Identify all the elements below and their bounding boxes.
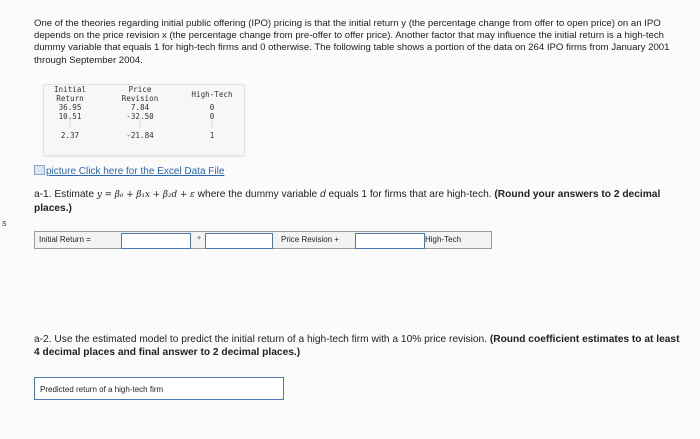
excel-link-label: picture Click here for the Excel Data File	[46, 166, 225, 177]
table-col-initial-return	[46, 85, 94, 140]
regression-formula: y = β₀ + β₁x + β₂d + ε	[96, 190, 195, 200]
predicted-return-field[interactable]	[34, 377, 284, 400]
table-header: Price Revision	[121, 85, 159, 103]
table-ellipsis: ⋮	[208, 120, 216, 128]
q2-rounding-note: (Round coefficient estimates to at least 4 decimal places and final answer to 2 decimal places.)	[34, 334, 680, 358]
intercept-input[interactable]	[121, 233, 191, 249]
q1-prefix: a-1. Estimate	[34, 189, 97, 200]
price-revision-coef-input[interactable]	[205, 233, 273, 249]
table-cell: 1	[209, 131, 215, 140]
picture-icon	[34, 165, 45, 175]
q2-text: a-2. Use the estimated model to predict the initial return of a high-tech firm with a 10% price revision.	[34, 334, 490, 345]
excel-data-file-link[interactable]	[34, 165, 224, 177]
q1-middle: where the dummy variable	[194, 189, 320, 200]
initial-return-label: Initial Return =	[39, 235, 91, 244]
regression-answer-row	[34, 231, 492, 249]
table-col-price-revision	[110, 85, 170, 140]
table-cell: 7.84	[130, 103, 150, 112]
table-cell: 10.51	[58, 112, 82, 121]
plus-sign: +	[197, 235, 202, 242]
dummy-variable: d	[319, 189, 326, 200]
predicted-return-label: Predicted return of a high-tech firm	[40, 385, 164, 394]
table-header: High-Tech	[191, 90, 233, 99]
high-tech-coef-input[interactable]	[355, 233, 425, 249]
table-cell: -32.50	[126, 112, 154, 121]
table-ellipsis: ⋮	[66, 120, 74, 128]
table-cell: -21.84	[126, 131, 154, 140]
q1-suffix: equals 1 for firms that are high-tech.	[325, 189, 495, 200]
question-a1	[34, 188, 684, 215]
table-ellipsis: ⋮	[136, 120, 144, 128]
price-revision-label: Price Revision +	[281, 235, 340, 244]
question-a2	[34, 333, 684, 359]
data-table	[44, 85, 244, 153]
table-cell: 2.37	[60, 131, 80, 140]
edge-marker-text: s	[2, 218, 7, 228]
table-cell: 0	[209, 103, 215, 112]
table-cell: 36.95	[58, 103, 82, 112]
table-header: Initial Return	[53, 85, 86, 103]
table-col-high-tech	[182, 85, 242, 140]
problem-intro: One of the theories regarding initial public offering (IPO) pricing is that the initial return y (the percentage change from offer to open price) on an IPO depends on the price revision x (the percentage change from pre-offer to offer price). Another factor that may influence the initial return is a high-tech dummy variable that equals 1 for high-tech firms and 0 otherwise. The following table shows a portion of the data on 264 IPO firms from January 2001 through September 2004.	[34, 18, 670, 66]
q1-rounding-note: (Round your answers to 2 decimal places.)	[34, 189, 661, 214]
table-cell: 0	[209, 112, 215, 121]
high-tech-label: High-Tech	[425, 235, 462, 244]
